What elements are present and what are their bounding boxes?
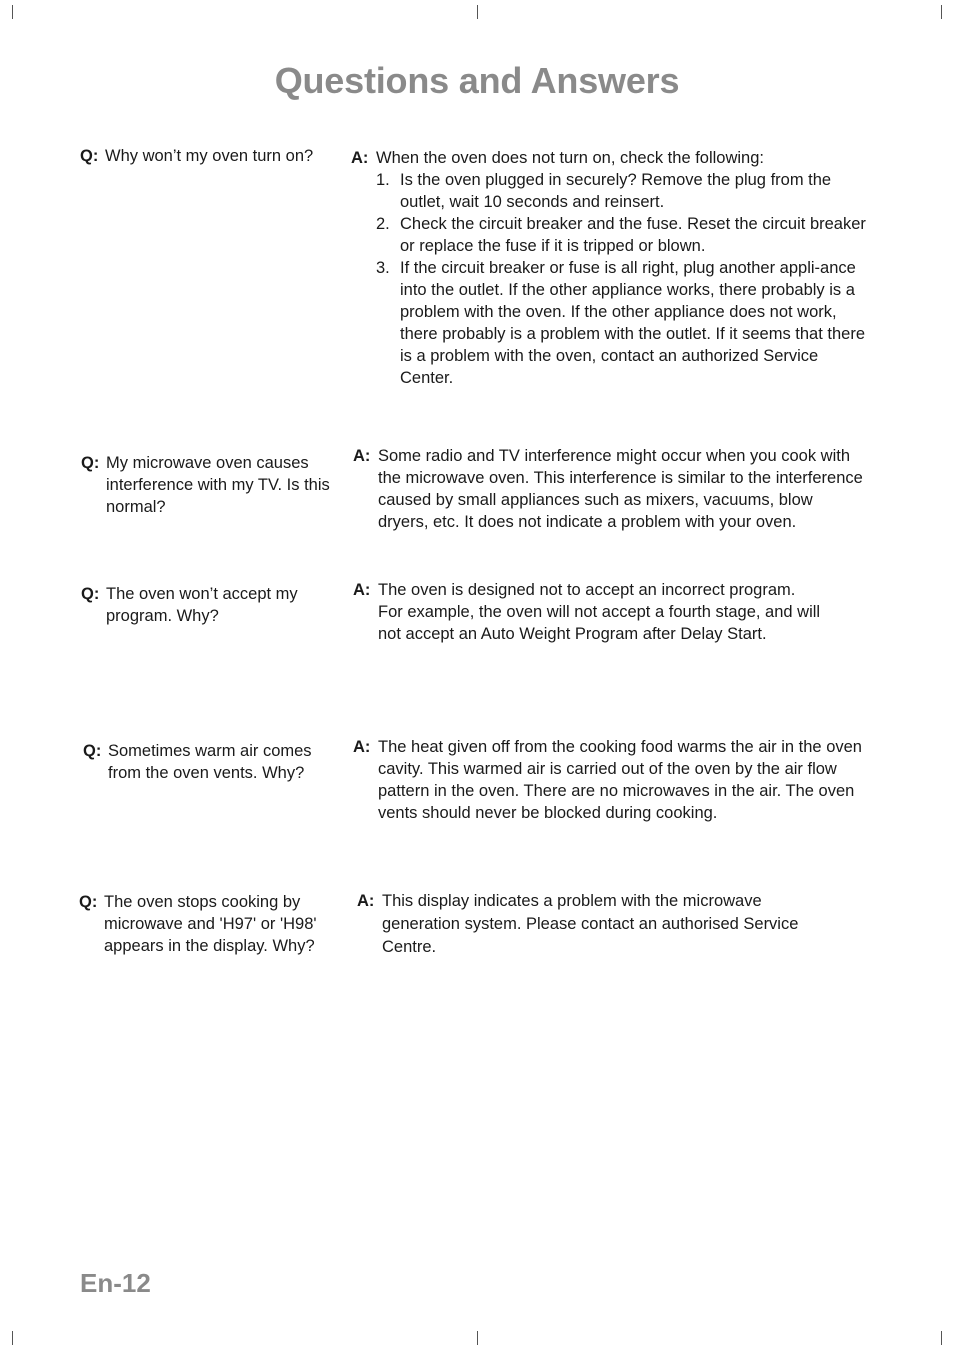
question-label: Q:: [81, 454, 100, 472]
list-item: [351, 257, 871, 389]
crop-mark-top-right: [941, 5, 942, 19]
answer-text: The oven is designed not to accept an incorrect program. For example, the oven will not accept a fourth stage, and will not accept an Auto Weight Program after Delay Start.: [378, 581, 821, 643]
crop-mark-top-left: [12, 5, 13, 19]
answer-label: A:: [357, 892, 375, 910]
crop-mark-bottom-left: [12, 1331, 13, 1345]
answer-5: [357, 890, 837, 959]
question-text: Why won’t my oven turn on?: [105, 147, 314, 165]
list-item: [351, 169, 871, 213]
question-5: [79, 891, 329, 957]
question-text: The oven stops cooking by microwave and 'H97' or 'H98' appears in the display. Why?: [104, 893, 317, 955]
answer-text: The heat given off from the cooking food warms the air in the oven cavity. This warmed air is carried out of the oven by the air flow pattern in the oven. There are no microwaves in the air. The oven vents should never be blocked during cooking.: [378, 738, 862, 822]
answer-label: A:: [353, 581, 371, 599]
crop-mark-bottom-right: [941, 1331, 942, 1345]
step-number: 1.: [376, 171, 390, 189]
page-title: Questions and Answers: [274, 60, 680, 101]
step-number: 2.: [376, 215, 390, 233]
step-text: Is the oven plugged in securely? Remove the plug from the outlet, wait 10 seconds and reinsert.: [400, 171, 832, 211]
answer-1: [351, 147, 871, 389]
answer-label: A:: [353, 738, 371, 756]
answer-label: A:: [353, 447, 371, 465]
question-label: Q:: [80, 147, 99, 165]
crop-mark-bottom-center: [477, 1331, 478, 1345]
answer-text: This display indicates a problem with the microwave generation system. Please contact an authorised Service Centre.: [382, 892, 799, 956]
page-number: En-12: [80, 1268, 151, 1298]
question-label: Q:: [81, 585, 100, 603]
question-text: My microwave oven causes interference with my TV. Is this normal?: [106, 454, 330, 516]
question-text: Sometimes warm air comes from the oven vents. Why?: [108, 742, 312, 782]
answer-4: [353, 736, 865, 824]
question-label: Q:: [83, 742, 102, 760]
question-2: [81, 452, 336, 518]
question-4: [83, 740, 338, 784]
step-number: 3.: [376, 259, 390, 277]
question-text: The oven won’t accept my program. Why?: [106, 585, 298, 625]
answer-2: [353, 445, 865, 533]
question-label: Q:: [79, 893, 98, 911]
answer-steps-list: [351, 169, 871, 389]
answer-label: A:: [351, 149, 369, 167]
answer-intro: When the oven does not turn on, check the following:: [376, 149, 764, 167]
answer-3: [353, 579, 823, 645]
answer-text: Some radio and TV interference might occur when you cook with the microwave oven. This interference is similar to the interference caused by small appliances such as mixers, vacuums, blow dryers, etc. It does not indicate a problem with your oven.: [378, 447, 863, 531]
crop-mark-top-center: [477, 5, 478, 19]
list-item: [351, 213, 871, 257]
step-text: Check the circuit breaker and the fuse. Reset the circuit breaker or replace the fuse if it is tripped or blown.: [400, 215, 866, 255]
step-text: If the circuit breaker or fuse is all right, plug another appli-ance into the outlet. If the other appliance works, there probably is a problem with the oven. If the other appliance does not work, there probably is a problem with the outlet. If it seems that there is a problem with the oven, contact an authorized Service Center.: [400, 259, 865, 387]
question-1: [80, 145, 342, 167]
question-3: [81, 583, 336, 627]
